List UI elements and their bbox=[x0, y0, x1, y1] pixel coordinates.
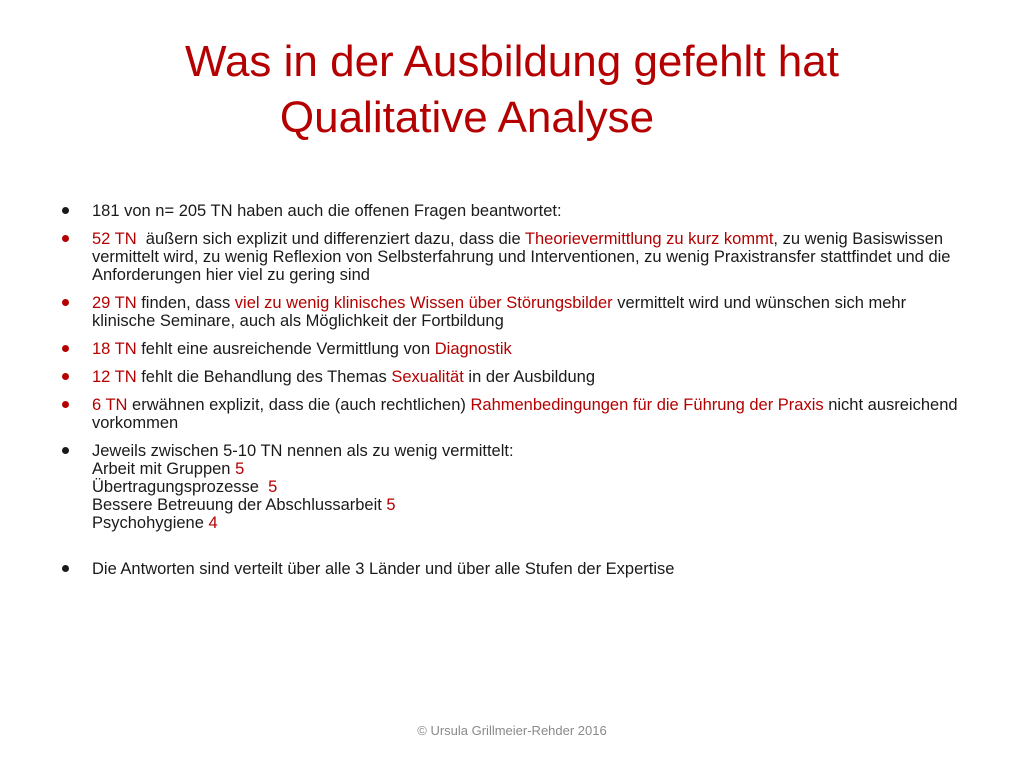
bullet-item-clinical bbox=[60, 294, 960, 330]
bullet-item-sexuality bbox=[60, 368, 960, 386]
highlighted-topic: Theorievermittlung zu kurz kommt bbox=[524, 230, 774, 248]
bullet-item-minor-topics bbox=[60, 442, 960, 532]
bullet-dot-icon bbox=[62, 207, 69, 214]
bullet-dot-icon bbox=[62, 447, 69, 454]
participant-count: 52 TN bbox=[92, 230, 137, 248]
title-line-2: Qualitative Analyse bbox=[279, 93, 655, 142]
bullet-item-theory bbox=[60, 230, 960, 284]
bullet-dot-icon bbox=[62, 401, 69, 408]
sub-item-transference bbox=[92, 478, 960, 496]
bullet-dot-icon bbox=[62, 345, 69, 352]
sub-item-count: 5 bbox=[235, 460, 245, 478]
participant-count: 18 TN bbox=[92, 340, 137, 358]
bullet-text: Die Antworten sind verteilt über alle 3 Länder und über alle Stufen der Expertise bbox=[92, 560, 675, 578]
sub-item-label: Arbeit mit Gruppen bbox=[92, 460, 236, 478]
bullet-text: fehlt die Behandlung des Themas bbox=[136, 368, 392, 386]
bullet-text: , zu wenig Basiswissen vermittelt wird, zu wenig Reflexion von Selbsterfahrung und Interventionen, zu wenig Praxistransfer stattfindet und die Anforderungen hier viel zu gering sind bbox=[92, 230, 951, 284]
sub-item-count: 5 bbox=[268, 478, 278, 496]
copyright-footer: © Ursula Grillmeier-Rehder 2016 bbox=[417, 723, 607, 738]
sub-item-count: 4 bbox=[208, 514, 218, 532]
sub-item-label: Psychohygiene bbox=[92, 514, 209, 532]
bullet-dot-icon bbox=[62, 299, 69, 306]
bullet-dot-icon bbox=[62, 565, 69, 572]
bullet-item-distribution bbox=[60, 560, 960, 578]
highlighted-topic: Rahmenbedingungen für die Führung der Praxis bbox=[470, 396, 824, 414]
bullet-list bbox=[60, 202, 960, 588]
bullet-dot-icon bbox=[62, 235, 69, 242]
bullet-text: in der Ausbildung bbox=[463, 368, 595, 386]
bullet-text: finden, dass bbox=[136, 294, 235, 312]
bullet-item-practice-conditions bbox=[60, 396, 960, 432]
bullet-text: nicht ausreichend vorkommen bbox=[92, 396, 958, 432]
highlighted-topic: viel zu wenig klinisches Wissen über Störungsbilder bbox=[234, 294, 613, 312]
participant-count: 12 TN bbox=[92, 368, 137, 386]
bullet-item-diagnostics bbox=[60, 340, 960, 358]
sub-item-count: 5 bbox=[386, 496, 396, 514]
sub-item-label: Übertragungsprozesse bbox=[92, 478, 269, 496]
sub-item-label: Bessere Betreuung der Abschlussarbeit bbox=[92, 496, 387, 514]
sub-item-psychohygiene bbox=[92, 514, 960, 532]
highlighted-topic: Sexualität bbox=[391, 368, 464, 386]
bullet-dot-icon bbox=[62, 373, 69, 380]
sub-item-thesis-supervision bbox=[92, 496, 960, 514]
bullet-text: fehlt eine ausreichende Vermittlung von bbox=[136, 340, 435, 358]
participant-count: 6 TN bbox=[92, 396, 128, 414]
slide-title bbox=[0, 34, 1024, 146]
bullet-text: äußern sich explizit und differenziert dazu, dass die bbox=[136, 230, 525, 248]
bullet-text: Jeweils zwischen 5-10 TN nennen als zu wenig vermittelt: bbox=[92, 442, 514, 460]
sub-item-groups bbox=[92, 460, 960, 478]
highlighted-topic: Diagnostik bbox=[434, 340, 512, 358]
bullet-text: vermittelt wird und wünschen sich mehr klinische Seminare, auch als Möglichkeit der Fortbildung bbox=[92, 294, 907, 330]
participant-count: 29 TN bbox=[92, 294, 137, 312]
bullet-text: erwähnen explizit, dass die (auch rechtlichen) bbox=[127, 396, 471, 414]
bullet-text: 181 von n= 205 TN haben auch die offenen Fragen beantwortet: bbox=[92, 202, 562, 220]
bullet-item-respondents bbox=[60, 202, 960, 220]
title-line-1: Was in der Ausbildung gefehlt hat bbox=[185, 37, 839, 86]
